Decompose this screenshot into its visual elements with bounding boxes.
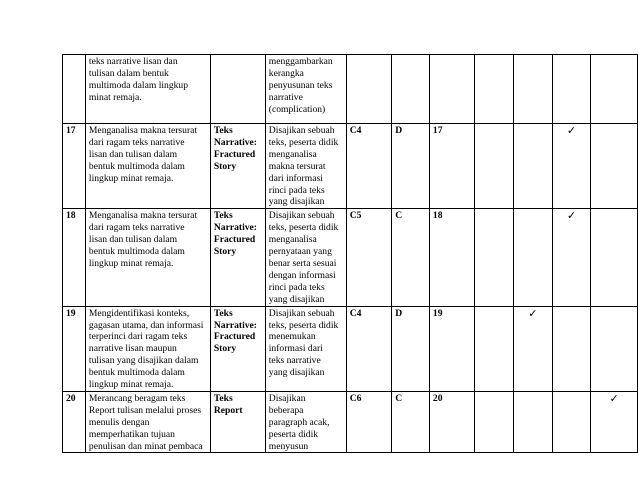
materi-cell — [210, 209, 265, 306]
indikator-cell — [85, 209, 210, 306]
materi-cell-line: Story — [213, 160, 237, 172]
check-cell — [591, 306, 638, 391]
indikator-soal-cell-line: penyusunan teks — [268, 79, 333, 91]
materi-cell — [210, 306, 265, 391]
indikator-soal-cell-line: dengan informasi — [268, 269, 336, 281]
indikator-cell-line: lingkup minat remaja. — [88, 172, 174, 184]
materi-cell-line: Fractured — [213, 234, 256, 246]
level-cell: C6 — [346, 391, 392, 453]
indikator-cell-line: multimoda dalam lingkup — [88, 79, 189, 91]
indikator-cell-line: bentuk multimoda dalam — [88, 246, 185, 258]
check-cell — [514, 391, 553, 453]
materi-cell-line: Teks — [213, 307, 233, 319]
answer-key-cell — [392, 55, 430, 124]
check-cell — [552, 391, 591, 453]
materi-cell — [210, 391, 265, 453]
level-cell: C5 — [346, 209, 392, 306]
table-row — [63, 391, 638, 453]
materi-cell — [210, 55, 265, 124]
indikator-soal-cell-line: benar serta sesuai — [268, 257, 337, 269]
level-cell: C4 — [346, 306, 392, 391]
indikator-soal-cell-line: beberapa — [268, 404, 304, 416]
indikator-cell — [85, 55, 210, 124]
table-row — [63, 209, 638, 306]
indikator-cell-line: Menganalisa makna tersurat — [88, 125, 198, 136]
answer-key-cell: C — [392, 209, 430, 306]
indikator-soal-cell-line: paragraph acak, — [268, 416, 330, 428]
indikator-cell-line: narrative lisan maupun — [88, 343, 177, 355]
indikator-cell-line: lisan dan tulisan dalam — [88, 148, 178, 160]
indikator-cell-line: bentuk multimoda dalam — [88, 367, 185, 379]
table-row — [63, 55, 638, 124]
materi-cell-line: Teks — [213, 392, 233, 404]
indikator-cell-line: Menganalisa makna tersurat — [88, 210, 198, 222]
indikator-soal-cell — [265, 306, 346, 391]
indikator-cell-line: tulisan yang disajikan dalam — [88, 355, 199, 367]
indikator-cell-line: lingkup minat remaja. — [88, 379, 174, 391]
materi-cell-line: Report — [213, 404, 243, 416]
indikator-cell-line: teks narrative lisan dan — [88, 56, 178, 67]
indikator-soal-cell-line: teks, peserta didik — [268, 319, 339, 331]
indikator-soal-cell-line: Disajikan sebuah — [268, 125, 335, 136]
check-cell — [475, 209, 514, 306]
kisi-kisi-table — [62, 54, 638, 453]
indikator-cell-line: memperhatikan tujuan — [88, 428, 175, 440]
item-number-cell: 19 — [63, 306, 86, 391]
question-number-cell: 20 — [429, 391, 475, 453]
answer-key-cell: C — [392, 391, 430, 453]
indikator-soal-cell-line: makna tersurat — [268, 160, 326, 172]
materi-cell-line: Fractured — [213, 148, 256, 160]
indikator-cell-line: bentuk multimoda dalam — [88, 160, 185, 172]
checkmark-icon: ✓ — [552, 209, 591, 306]
materi-cell-line: Teks — [213, 125, 233, 136]
question-number-cell: 18 — [429, 209, 475, 306]
table-row — [63, 306, 638, 391]
check-cell — [591, 55, 638, 124]
indikator-soal-cell-line: pernyataan yang — [268, 246, 332, 258]
indikator-soal-cell-line: teks, peserta didik — [268, 222, 339, 234]
indikator-soal-cell-line: menganalisa — [268, 234, 317, 246]
indikator-soal-cell-line: (complication) — [268, 103, 326, 115]
indikator-soal-cell-line: yang disajikan — [268, 367, 325, 379]
indikator-soal-cell-line: rinci pada teks — [268, 184, 325, 196]
indikator-soal-cell-line: narrative — [268, 91, 303, 103]
indikator-soal-cell-line: yang disajikan — [268, 293, 325, 305]
indikator-cell-line: Report tulisan melalui proses — [88, 404, 202, 416]
indikator-cell-line: tulisan dalam bentuk — [88, 67, 169, 79]
check-cell — [475, 306, 514, 391]
checkmark-icon: ✓ — [552, 124, 591, 209]
check-cell — [514, 124, 553, 209]
check-cell — [514, 209, 553, 306]
indikator-soal-cell — [265, 209, 346, 306]
indikator-soal-cell-line: menyusun — [268, 440, 309, 452]
indikator-cell — [85, 306, 210, 391]
indikator-cell — [85, 124, 210, 209]
indikator-soal-cell-line: informasi dari — [268, 343, 323, 355]
indikator-soal-cell-line: menganalisa — [268, 148, 317, 160]
materi-cell-line: Fractured — [213, 331, 256, 343]
checkmark-icon: ✓ — [591, 391, 638, 453]
check-cell — [475, 391, 514, 453]
materi-cell-line: Narrative: — [213, 222, 257, 234]
answer-key-cell: D — [392, 124, 430, 209]
indikator-cell-line: gagasan utama, dan informasi — [88, 319, 204, 331]
indikator-soal-cell-line: kerangka — [268, 67, 304, 79]
indikator-soal-cell — [265, 55, 346, 124]
item-number-cell: 17 — [63, 124, 86, 209]
indikator-soal-cell-line: teks, peserta didik — [268, 136, 339, 148]
indikator-cell-line: dari ragam teks narrative — [88, 222, 185, 234]
indikator-cell-line: Merancang beragam teks — [88, 392, 186, 404]
check-cell — [591, 124, 638, 209]
indikator-cell-line: lingkup minat remaja. — [88, 257, 174, 269]
materi-cell-line: Narrative: — [213, 319, 257, 331]
check-cell — [514, 55, 553, 124]
check-cell — [475, 55, 514, 124]
indikator-cell-line: penulisan dan minat pembaca — [88, 440, 203, 452]
indikator-soal-cell-line: Disajikan sebuah — [268, 210, 335, 222]
item-number-cell: 18 — [63, 209, 86, 306]
materi-cell-line: Teks — [213, 210, 233, 222]
indikator-soal-cell — [265, 124, 346, 209]
indikator-soal-cell-line: peserta didik — [268, 428, 319, 440]
indikator-cell — [85, 391, 210, 453]
materi-cell-line: Story — [213, 343, 237, 355]
indikator-cell-line: terperinci dari ragam teks — [88, 331, 188, 343]
check-cell — [552, 306, 591, 391]
check-cell — [552, 55, 591, 124]
question-number-cell: 17 — [429, 124, 475, 209]
check-cell — [475, 124, 514, 209]
checkmark-icon: ✓ — [514, 306, 553, 391]
materi-cell — [210, 124, 265, 209]
answer-key-cell: D — [392, 306, 430, 391]
indikator-soal-cell-line: teks narrative — [268, 355, 321, 367]
indikator-soal-cell-line: yang disajikan — [268, 196, 325, 208]
indikator-cell-line: menulis dengan — [88, 416, 150, 428]
indikator-cell-line: lisan dan tulisan dalam — [88, 234, 178, 246]
item-number-cell — [63, 55, 86, 124]
indikator-soal-cell-line: dari informasi — [268, 172, 323, 184]
question-number-cell: 19 — [429, 306, 475, 391]
level-cell: C4 — [346, 124, 392, 209]
question-number-cell — [429, 55, 475, 124]
materi-cell-line: Narrative: — [213, 136, 257, 148]
table-row — [63, 124, 638, 209]
indikator-soal-cell-line: Disajikan sebuah — [268, 307, 335, 319]
indikator-soal-cell-line: rinci pada teks — [268, 281, 325, 293]
indikator-soal-cell — [265, 391, 346, 453]
materi-cell-line: Story — [213, 246, 237, 258]
indikator-soal-cell-line: Disajikan — [268, 392, 306, 404]
level-cell — [346, 55, 392, 124]
indikator-soal-cell-line: menggambarkan — [268, 56, 333, 67]
indikator-cell-line: dari ragam teks narrative — [88, 136, 185, 148]
check-cell — [591, 209, 638, 306]
indikator-soal-cell-line: menemukan — [268, 331, 316, 343]
item-number-cell: 20 — [63, 391, 86, 453]
indikator-cell-line: minat remaja. — [88, 91, 142, 103]
indikator-cell-line: Mengidentifikasi konteks, — [88, 307, 190, 319]
